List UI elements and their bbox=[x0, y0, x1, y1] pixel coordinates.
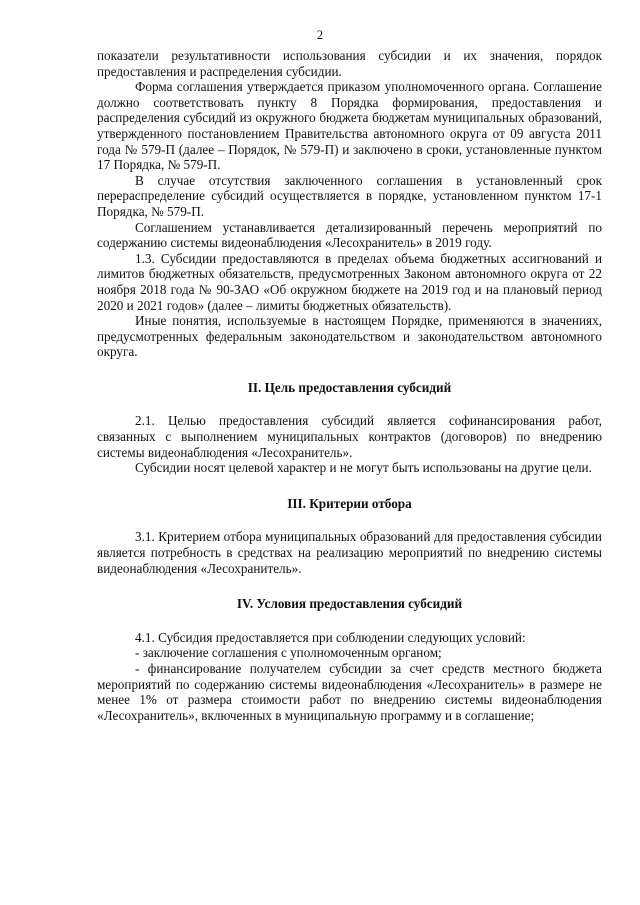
paragraph: 3.1. Критерием отбора муниципальных образований для предоставления субсидии является потребность в средствах на реализацию мероприятий по внедрению системы видеонаблюдения «Лесохранитель». bbox=[97, 529, 602, 576]
paragraph: Соглашением устанавливается детализированный перечень мероприятий по содержанию системы видеонаблюдения «Лесохранитель» в 2019 году. bbox=[97, 219, 602, 251]
list-item: - финансирование получателем субсидии за счет средств местного бюджета мероприятий по содержанию системы видеонаблюдения «Лесохранитель» в размере не менее 1% от размера стоимости работ по внедрению системы видеонаблюдения «Лесохранитель», включенных в муниципальную программу и в соглашение; bbox=[97, 661, 602, 723]
paragraph: 4.1. Субсидия предоставляется при соблюдении следующих условий: bbox=[135, 629, 526, 645]
paragraph: В случае отсутствия заключенного соглашения в установленный срок перераспределение субсидий осуществляется в порядке, установленном пунктом 17-1 Порядка, № 579-П. bbox=[97, 172, 602, 219]
section-heading: IV. Условия предоставления субсидий bbox=[236, 596, 463, 612]
list-item: - заключение соглашения с уполномоченным органом; bbox=[135, 645, 442, 661]
document-body bbox=[97, 48, 602, 723]
paragraph: Субсидии носят целевой характер и не могут быть использованы на другие цели. bbox=[135, 460, 592, 476]
paragraph: 1.3. Субсидии предоставляются в пределах объема бюджетных ассигнований и лимитов бюджетных обязательств, предусмотренных Законом автономного округа от 22 ноября 2018 года № 90-ЗАО «Об окружном бюджете на 2019 год и на плановый период 2020 и 2021 годов» (далее – лимиты бюджетных обязательств). bbox=[97, 250, 602, 313]
section-heading: II. Цель предоставления субсидий bbox=[247, 379, 452, 395]
paragraph: 2.1. Целью предоставления субсидий является софинансирования работ, связанных с выполнением муниципальных контрактов (договоров) по внедрению системы видеонаблюдения «Лесохранитель». bbox=[97, 413, 602, 460]
page-number: 2 bbox=[316, 28, 324, 42]
section-heading: III. Критерии отбора bbox=[287, 495, 412, 511]
paragraph: показатели результативности использования субсидии и их значения, порядок предоставления и распределения субсидии. bbox=[97, 48, 602, 79]
paragraph: Иные понятия, используемые в настоящем Порядке, применяются в значениях, предусмотренных федеральным законодательством и законодательством автономного округа. bbox=[97, 313, 602, 360]
paragraph: Форма соглашения утверждается приказом уполномоченного органа. Соглашение должно соответствовать пункту 8 Порядка формирования, предоставления и распределения субсидий из окружного бюджета бюджетам муниципальных образований, утвержденного постановлением Правительства автономного округа от 09 августа 2011 года № 579-П (далее – Порядок, № 579-П) и заключено в сроки, установленные пунктом 17 Порядка, № 579-П. bbox=[97, 79, 602, 173]
